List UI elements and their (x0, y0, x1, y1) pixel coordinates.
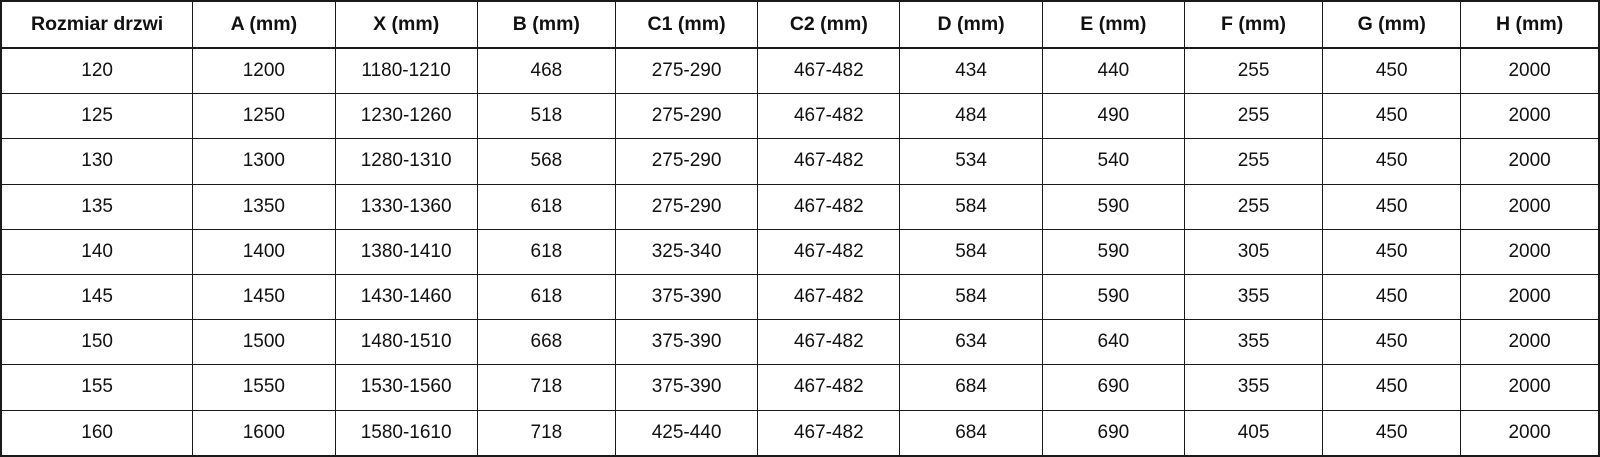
cell-c2: 467-482 (758, 229, 900, 274)
table-header-row (1, 1, 1599, 48)
cell-h: 2000 (1461, 320, 1599, 365)
cell-g: 450 (1323, 48, 1461, 94)
column-header-g: G (mm) (1323, 1, 1461, 48)
cell-x: 1380-1410 (335, 229, 477, 274)
table-row (1, 139, 1599, 184)
column-header-x: X (mm) (335, 1, 477, 48)
cell-c2: 467-482 (758, 365, 900, 410)
cell-size: 140 (1, 229, 193, 274)
table-header (1, 1, 1599, 48)
cell-g: 450 (1323, 365, 1461, 410)
column-header-d: D (mm) (900, 1, 1042, 48)
cell-b: 668 (477, 320, 615, 365)
cell-e: 690 (1042, 365, 1184, 410)
cell-d: 584 (900, 275, 1042, 320)
cell-x: 1280-1310 (335, 139, 477, 184)
cell-d: 534 (900, 139, 1042, 184)
cell-e: 590 (1042, 229, 1184, 274)
cell-d: 434 (900, 48, 1042, 94)
cell-e: 590 (1042, 275, 1184, 320)
cell-d: 484 (900, 94, 1042, 139)
table-row (1, 184, 1599, 229)
cell-size: 145 (1, 275, 193, 320)
table-row (1, 410, 1599, 456)
cell-e: 640 (1042, 320, 1184, 365)
cell-h: 2000 (1461, 184, 1599, 229)
cell-x: 1330-1360 (335, 184, 477, 229)
cell-a: 1300 (193, 139, 335, 184)
cell-x: 1430-1460 (335, 275, 477, 320)
cell-d: 684 (900, 410, 1042, 456)
cell-f: 305 (1184, 229, 1322, 274)
cell-h: 2000 (1461, 275, 1599, 320)
cell-a: 1550 (193, 365, 335, 410)
table-row (1, 365, 1599, 410)
cell-b: 718 (477, 365, 615, 410)
cell-c1: 425-440 (615, 410, 757, 456)
cell-f: 355 (1184, 275, 1322, 320)
cell-h: 2000 (1461, 94, 1599, 139)
cell-a: 1400 (193, 229, 335, 274)
table-row (1, 229, 1599, 274)
table-row (1, 275, 1599, 320)
cell-c1: 275-290 (615, 184, 757, 229)
cell-a: 1500 (193, 320, 335, 365)
cell-size: 135 (1, 184, 193, 229)
cell-c2: 467-482 (758, 139, 900, 184)
cell-h: 2000 (1461, 48, 1599, 94)
cell-d: 584 (900, 229, 1042, 274)
cell-c1: 275-290 (615, 139, 757, 184)
cell-c2: 467-482 (758, 410, 900, 456)
table-row (1, 320, 1599, 365)
column-header-a: A (mm) (193, 1, 335, 48)
column-header-rozmiar-drzwi: Rozmiar drzwi (1, 1, 193, 48)
cell-d: 634 (900, 320, 1042, 365)
cell-d: 684 (900, 365, 1042, 410)
cell-c2: 467-482 (758, 275, 900, 320)
table-row (1, 94, 1599, 139)
cell-c1: 375-390 (615, 275, 757, 320)
cell-b: 568 (477, 139, 615, 184)
table-body (1, 48, 1599, 456)
cell-h: 2000 (1461, 410, 1599, 456)
cell-c2: 467-482 (758, 184, 900, 229)
cell-f: 255 (1184, 139, 1322, 184)
cell-size: 150 (1, 320, 193, 365)
cell-e: 440 (1042, 48, 1184, 94)
cell-a: 1450 (193, 275, 335, 320)
cell-x: 1180-1210 (335, 48, 477, 94)
cell-a: 1250 (193, 94, 335, 139)
cell-b: 618 (477, 275, 615, 320)
cell-b: 618 (477, 229, 615, 274)
cell-x: 1480-1510 (335, 320, 477, 365)
cell-e: 590 (1042, 184, 1184, 229)
cell-g: 450 (1323, 275, 1461, 320)
cell-b: 618 (477, 184, 615, 229)
cell-g: 450 (1323, 410, 1461, 456)
cell-b: 718 (477, 410, 615, 456)
cell-a: 1600 (193, 410, 335, 456)
cell-x: 1230-1260 (335, 94, 477, 139)
column-header-c2: C2 (mm) (758, 1, 900, 48)
cell-c1: 275-290 (615, 48, 757, 94)
cell-c1: 375-390 (615, 365, 757, 410)
cell-x: 1580-1610 (335, 410, 477, 456)
cell-e: 690 (1042, 410, 1184, 456)
cell-b: 518 (477, 94, 615, 139)
cell-size: 130 (1, 139, 193, 184)
cell-size: 125 (1, 94, 193, 139)
cell-f: 405 (1184, 410, 1322, 456)
column-header-c1: C1 (mm) (615, 1, 757, 48)
cell-d: 584 (900, 184, 1042, 229)
cell-f: 255 (1184, 48, 1322, 94)
cell-h: 2000 (1461, 229, 1599, 274)
cell-h: 2000 (1461, 139, 1599, 184)
cell-g: 450 (1323, 184, 1461, 229)
cell-c1: 375-390 (615, 320, 757, 365)
cell-e: 540 (1042, 139, 1184, 184)
cell-c2: 467-482 (758, 320, 900, 365)
column-header-b: B (mm) (477, 1, 615, 48)
column-header-e: E (mm) (1042, 1, 1184, 48)
cell-x: 1530-1560 (335, 365, 477, 410)
cell-c2: 467-482 (758, 94, 900, 139)
column-header-f: F (mm) (1184, 1, 1322, 48)
cell-c1: 275-290 (615, 94, 757, 139)
cell-f: 255 (1184, 184, 1322, 229)
cell-size: 155 (1, 365, 193, 410)
cell-e: 490 (1042, 94, 1184, 139)
cell-b: 468 (477, 48, 615, 94)
cell-g: 450 (1323, 139, 1461, 184)
cell-a: 1200 (193, 48, 335, 94)
cell-h: 2000 (1461, 365, 1599, 410)
cell-g: 450 (1323, 94, 1461, 139)
cell-a: 1350 (193, 184, 335, 229)
cell-g: 450 (1323, 320, 1461, 365)
cell-size: 160 (1, 410, 193, 456)
cell-g: 450 (1323, 229, 1461, 274)
cell-f: 255 (1184, 94, 1322, 139)
column-header-h: H (mm) (1461, 1, 1599, 48)
table-row (1, 48, 1599, 94)
cell-c1: 325-340 (615, 229, 757, 274)
cell-c2: 467-482 (758, 48, 900, 94)
cell-f: 355 (1184, 365, 1322, 410)
cell-size: 120 (1, 48, 193, 94)
cell-f: 355 (1184, 320, 1322, 365)
